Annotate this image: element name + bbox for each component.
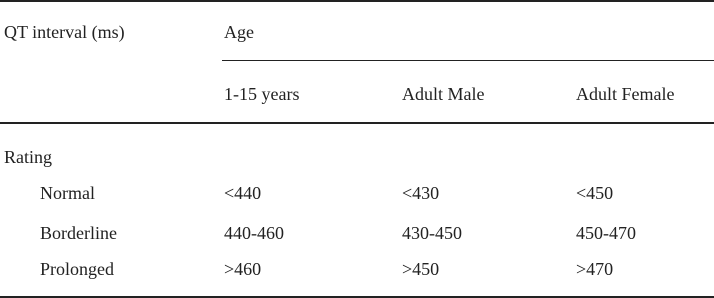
age-group-header: Age xyxy=(224,22,254,42)
section-label-rating: Rating xyxy=(4,147,52,167)
table-cell: >460 xyxy=(224,259,262,279)
table-cell: <450 xyxy=(576,183,614,203)
table-cell: >450 xyxy=(402,259,440,279)
header-bottom-rule xyxy=(0,122,714,124)
row-label-prolonged: Prolonged xyxy=(40,259,114,279)
column-header-adult-male: Adult Male xyxy=(402,84,485,104)
table-cell: 450-470 xyxy=(576,223,636,243)
stub-header: QT interval (ms) xyxy=(4,22,125,42)
table-cell: <440 xyxy=(224,183,262,203)
age-group-rule xyxy=(222,60,714,61)
table-cell: 440-460 xyxy=(224,223,284,243)
table-top-rule xyxy=(0,0,714,2)
row-label-borderline: Borderline xyxy=(40,223,117,243)
row-label-normal: Normal xyxy=(40,183,95,203)
column-header-adult-female: Adult Female xyxy=(576,84,675,104)
table-cell: 430-450 xyxy=(402,223,462,243)
column-header-1-15-years: 1-15 years xyxy=(224,84,300,104)
table-cell: <430 xyxy=(402,183,440,203)
table-cell: >470 xyxy=(576,259,614,279)
